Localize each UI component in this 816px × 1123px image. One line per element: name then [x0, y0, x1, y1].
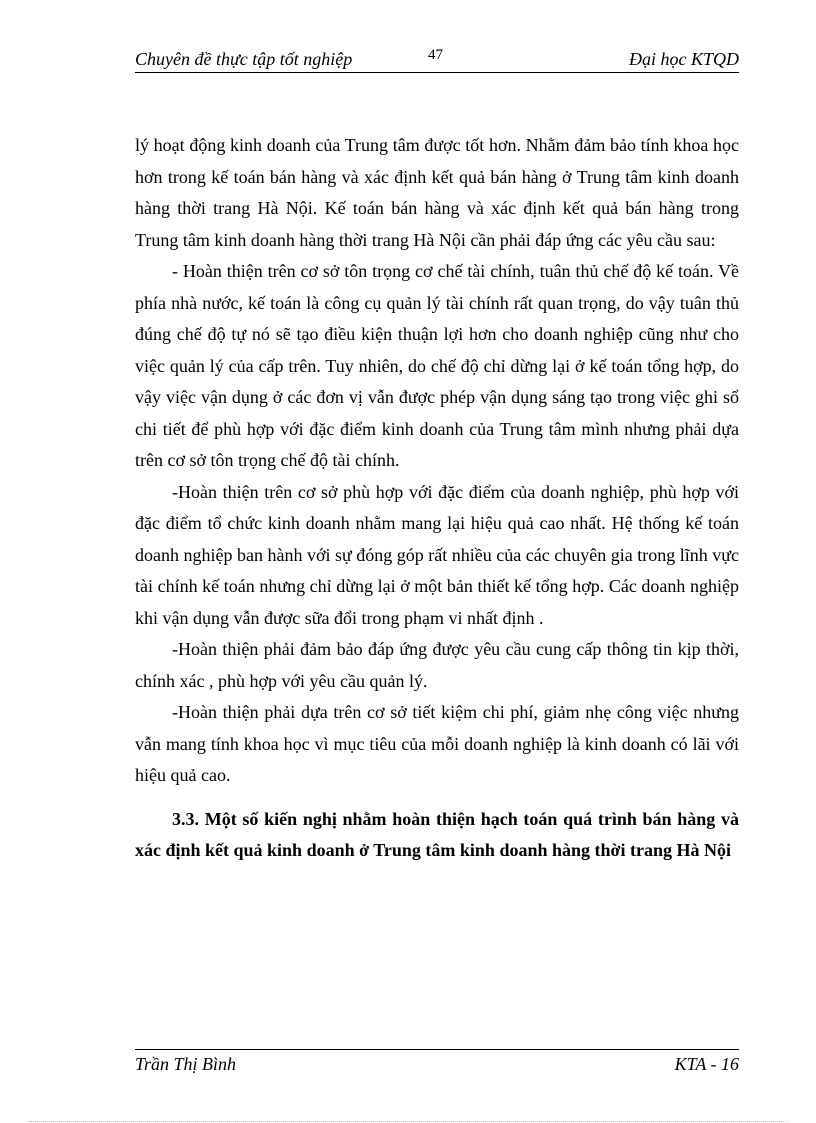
header-page-number: 47	[428, 47, 443, 63]
header-university: Đại học KTQD	[628, 49, 739, 69]
paragraph-continuation: lý hoạt động kinh doanh của Trung tâm được tốt hơn. Nhằm đảm bảo tính khoa học hơn trong kế toán bán hàng và xác định kết quả bán hàng ở Trung tâm kinh doanh hàng thời trang Hà Nội. Kế toán bán hàng và xác định kết quả bán hàng trong Trung tâm kinh doanh hàng thời trang Hà Nội cần phải đáp ứng các yêu cầu sau:	[135, 135, 739, 250]
page-edge-divider	[28, 1121, 788, 1122]
header-thesis-title: Chuyên đề thực tập tốt nghiệp	[135, 49, 353, 69]
paragraph-requirement-4: -Hoàn thiện phải dựa trên cơ sở tiết kiệm chi phí, giảm nhẹ công việc nhưng vẫn mang tính khoa học vì mục tiêu của mỗi doanh nghiệp là kinh doanh có lãi với hiệu quả cao.	[135, 702, 739, 785]
page-header	[135, 46, 739, 73]
paragraph-requirement-1: - Hoàn thiện trên cơ sở tôn trọng cơ chế tài chính, tuân thủ chế độ kế toán. Về phía nhà nước, kế toán là công cụ quản lý tài chính rất quan trọng, do vậy tuân thủ đúng chế độ tự nó sẽ tạo điều kiện thuận lợi hơn cho doanh nghiệp cũng như cho việc quản lý của cấp trên. Tuy nhiên, do chế độ chỉ dừng lại ở kế toán tổng hợp, do vậy việc vận dụng ở các đơn vị vẫn được phép vận dụng sáng tạo trong việc ghi sổ chi tiết để phù hợp với đặc điểm kinh doanh của Trung tâm mình nhưng phải dựa trên cơ sở tôn trọng chế độ tài chính.	[135, 261, 739, 470]
section-heading: 3.3. Một số kiến nghị nhằm hoàn thiện hạch toán quá trình bán hàng và xác định kết quả kinh doanh ở Trung tâm kinh doanh hàng thời trang Hà Nội	[135, 808, 739, 860]
footer-author: Trần Thị Bình	[135, 1054, 237, 1074]
footer-class: KTA - 16	[674, 1054, 739, 1074]
page-body	[135, 130, 739, 867]
paragraph-requirement-3: -Hoàn thiện phải đảm bảo đáp ứng được yêu cầu cung cấp thông tin kịp thời, chính xác , phù hợp với yêu cầu quản lý.	[135, 639, 739, 691]
paragraph-requirement-2: -Hoàn thiện trên cơ sở phù hợp với đặc điểm của doanh nghiệp, phù hợp với đặc điểm tổ chức kinh doanh nhằm mang lại hiệu quả cao nhất. Hệ thống kế toán doanh nghiệp ban hành với sự đóng góp rất nhiều của các chuyên gia trong lĩnh vực tài chính kế toán nhưng chỉ dừng lại ở một bản thiết kế tổng hợp. Các doanh nghiệp khi vận dụng vẫn được sữa đổi trong phạm vi nhất định .	[135, 481, 739, 628]
page-footer	[135, 1049, 739, 1080]
